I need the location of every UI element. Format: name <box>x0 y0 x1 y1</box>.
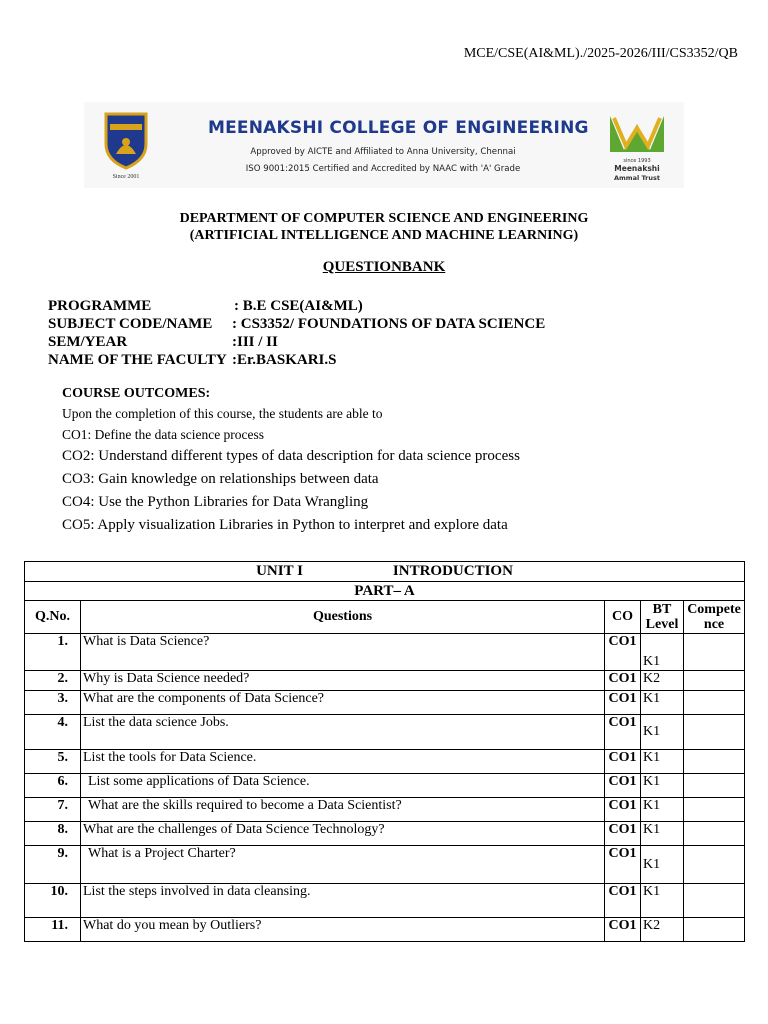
department-line-2: (ARTIFICIAL INTELLIGENCE AND MACHINE LEARNING) <box>189 228 579 243</box>
competence-cell <box>684 822 745 846</box>
question-text: List some applications of Data Science. <box>81 774 605 798</box>
table-row <box>25 634 745 671</box>
question-number: 1. <box>25 634 81 671</box>
info-value: :Er.BASKARI.S <box>232 352 337 368</box>
table-row <box>25 884 745 918</box>
info-label: SEM/YEAR <box>48 334 128 350</box>
question-text: List the steps involved in data cleansing. <box>81 884 605 918</box>
question-number: 9. <box>25 846 81 884</box>
question-text: What are the challenges of Data Science Technology? <box>81 822 605 846</box>
info-label: NAME OF THE FACULTY <box>48 352 227 368</box>
bt-cell: K1 <box>641 798 684 822</box>
unit-header-row <box>25 562 745 582</box>
question-number: 6. <box>25 774 81 798</box>
bt-cell: K2 <box>641 918 684 942</box>
bt-cell: K1 <box>641 774 684 798</box>
question-text: What are the components of Data Science? <box>81 691 605 715</box>
question-number: 10. <box>25 884 81 918</box>
unit-label: UNIT I <box>256 563 303 579</box>
question-number: 2. <box>25 671 81 691</box>
crest-since-text: Since 2001 <box>112 174 140 180</box>
certification-line: ISO 9001:2015 Certified and Accredited by NAAC with 'A' Grade <box>245 164 521 174</box>
co-cell: CO1 <box>605 884 641 918</box>
questions-header: Questions <box>81 601 605 634</box>
question-number: 11. <box>25 918 81 942</box>
table-row <box>25 774 745 798</box>
competence-cell <box>684 884 745 918</box>
co-header: CO <box>605 601 641 634</box>
competence-cell <box>684 750 745 774</box>
bt-cell: K1 <box>641 846 684 884</box>
question-table <box>24 561 745 942</box>
table-row <box>25 798 745 822</box>
table-row <box>25 822 745 846</box>
document-title: QUESTIONBANK <box>322 259 446 275</box>
co-cell: CO1 <box>605 671 641 691</box>
competence-cell <box>684 918 745 942</box>
co-cell: CO1 <box>605 634 641 671</box>
competence-header: Compete nce <box>684 601 745 634</box>
question-text: What is Data Science? <box>81 634 605 671</box>
bt-cell: K1 <box>641 715 684 750</box>
bt-header: BT Level <box>641 601 684 634</box>
bt-cell: K1 <box>641 750 684 774</box>
bt-cell: K1 <box>641 884 684 918</box>
info-value: : CS3352/ FOUNDATIONS OF DATA SCIENCE <box>232 316 546 332</box>
question-text: List the tools for Data Science. <box>81 750 605 774</box>
question-text: List the data science Jobs. <box>81 715 605 750</box>
co-cell: CO1 <box>605 750 641 774</box>
question-text: What are the skills required to become a Data Scientist? <box>81 798 605 822</box>
course-outcome-item: CO2: Understand different types of data description for data science process <box>62 448 520 464</box>
co-cell: CO1 <box>605 822 641 846</box>
competence-cell <box>684 671 745 691</box>
unit-title: INTRODUCTION <box>392 563 513 579</box>
course-outcomes-intro: Upon the completion of this course, the students are able to <box>62 406 383 421</box>
department-line-1: DEPARTMENT OF COMPUTER SCIENCE AND ENGINEERING <box>179 211 589 226</box>
competence-cell <box>684 715 745 750</box>
qno-header: Q.No. <box>25 601 81 634</box>
course-outcome-item: CO3: Gain knowledge on relationships between data <box>62 471 379 487</box>
trust-since-text: since 1993 <box>623 158 651 164</box>
competence-cell <box>684 634 745 671</box>
trust-logo-icon <box>604 110 670 186</box>
course-outcome-item: CO4: Use the Python Libraries for Data Wrangling <box>62 494 369 510</box>
college-name: MEENAKSHI COLLEGE OF ENGINEERING <box>208 118 589 138</box>
course-outcome-item: CO5: Apply visualization Libraries in Python to interpret and explore data <box>62 517 508 533</box>
co-cell: CO1 <box>605 715 641 750</box>
table-row <box>25 691 745 715</box>
trust-sub-text: Ammal Trust <box>614 174 660 182</box>
question-number: 3. <box>25 691 81 715</box>
part-header-row <box>25 582 745 601</box>
question-number: 4. <box>25 715 81 750</box>
trust-name-text: Meenakshi <box>614 164 660 173</box>
column-header-row <box>25 601 745 634</box>
question-number: 7. <box>25 798 81 822</box>
competence-cell <box>684 691 745 715</box>
course-outcomes-title: COURSE OUTCOMES: <box>62 386 211 401</box>
co-cell: CO1 <box>605 798 641 822</box>
document-reference: MCE/CSE(AI&ML)./2025-2026/III/CS3352/QB <box>463 46 738 61</box>
table-row <box>25 918 745 942</box>
course-outcomes <box>62 386 742 540</box>
question-number: 5. <box>25 750 81 774</box>
co-cell: CO1 <box>605 918 641 942</box>
co-cell: CO1 <box>605 691 641 715</box>
bt-cell: K1 <box>641 822 684 846</box>
table-row <box>25 750 745 774</box>
unit-header <box>25 562 745 582</box>
co-cell: CO1 <box>605 846 641 884</box>
info-label: PROGRAMME <box>48 298 152 314</box>
info-value: : B.E CSE(AI&ML) <box>234 298 363 314</box>
question-text: What is a Project Charter? <box>81 846 605 884</box>
bt-cell: K1 <box>641 634 684 671</box>
competence-cell <box>684 846 745 884</box>
department-heading <box>0 210 768 244</box>
course-outcome-item: CO1: Define the data science process <box>62 427 265 442</box>
letterhead <box>84 102 684 188</box>
approval-line: Approved by AICTE and Affiliated to Anna University, Chennai <box>250 147 516 157</box>
table-row <box>25 846 745 884</box>
part-header: PART– A <box>25 582 745 601</box>
table-row <box>25 671 745 691</box>
competence-cell <box>684 774 745 798</box>
bt-cell: K2 <box>641 671 684 691</box>
college-crest-icon <box>102 110 150 170</box>
bt-cell: K1 <box>641 691 684 715</box>
info-value: :III / II <box>232 334 278 350</box>
info-label: SUBJECT CODE/NAME <box>48 316 213 332</box>
competence-cell <box>684 798 745 822</box>
table-row <box>25 715 745 750</box>
question-text: What do you mean by Outliers? <box>81 918 605 942</box>
question-text: Why is Data Science needed? <box>81 671 605 691</box>
co-cell: CO1 <box>605 774 641 798</box>
question-number: 8. <box>25 822 81 846</box>
